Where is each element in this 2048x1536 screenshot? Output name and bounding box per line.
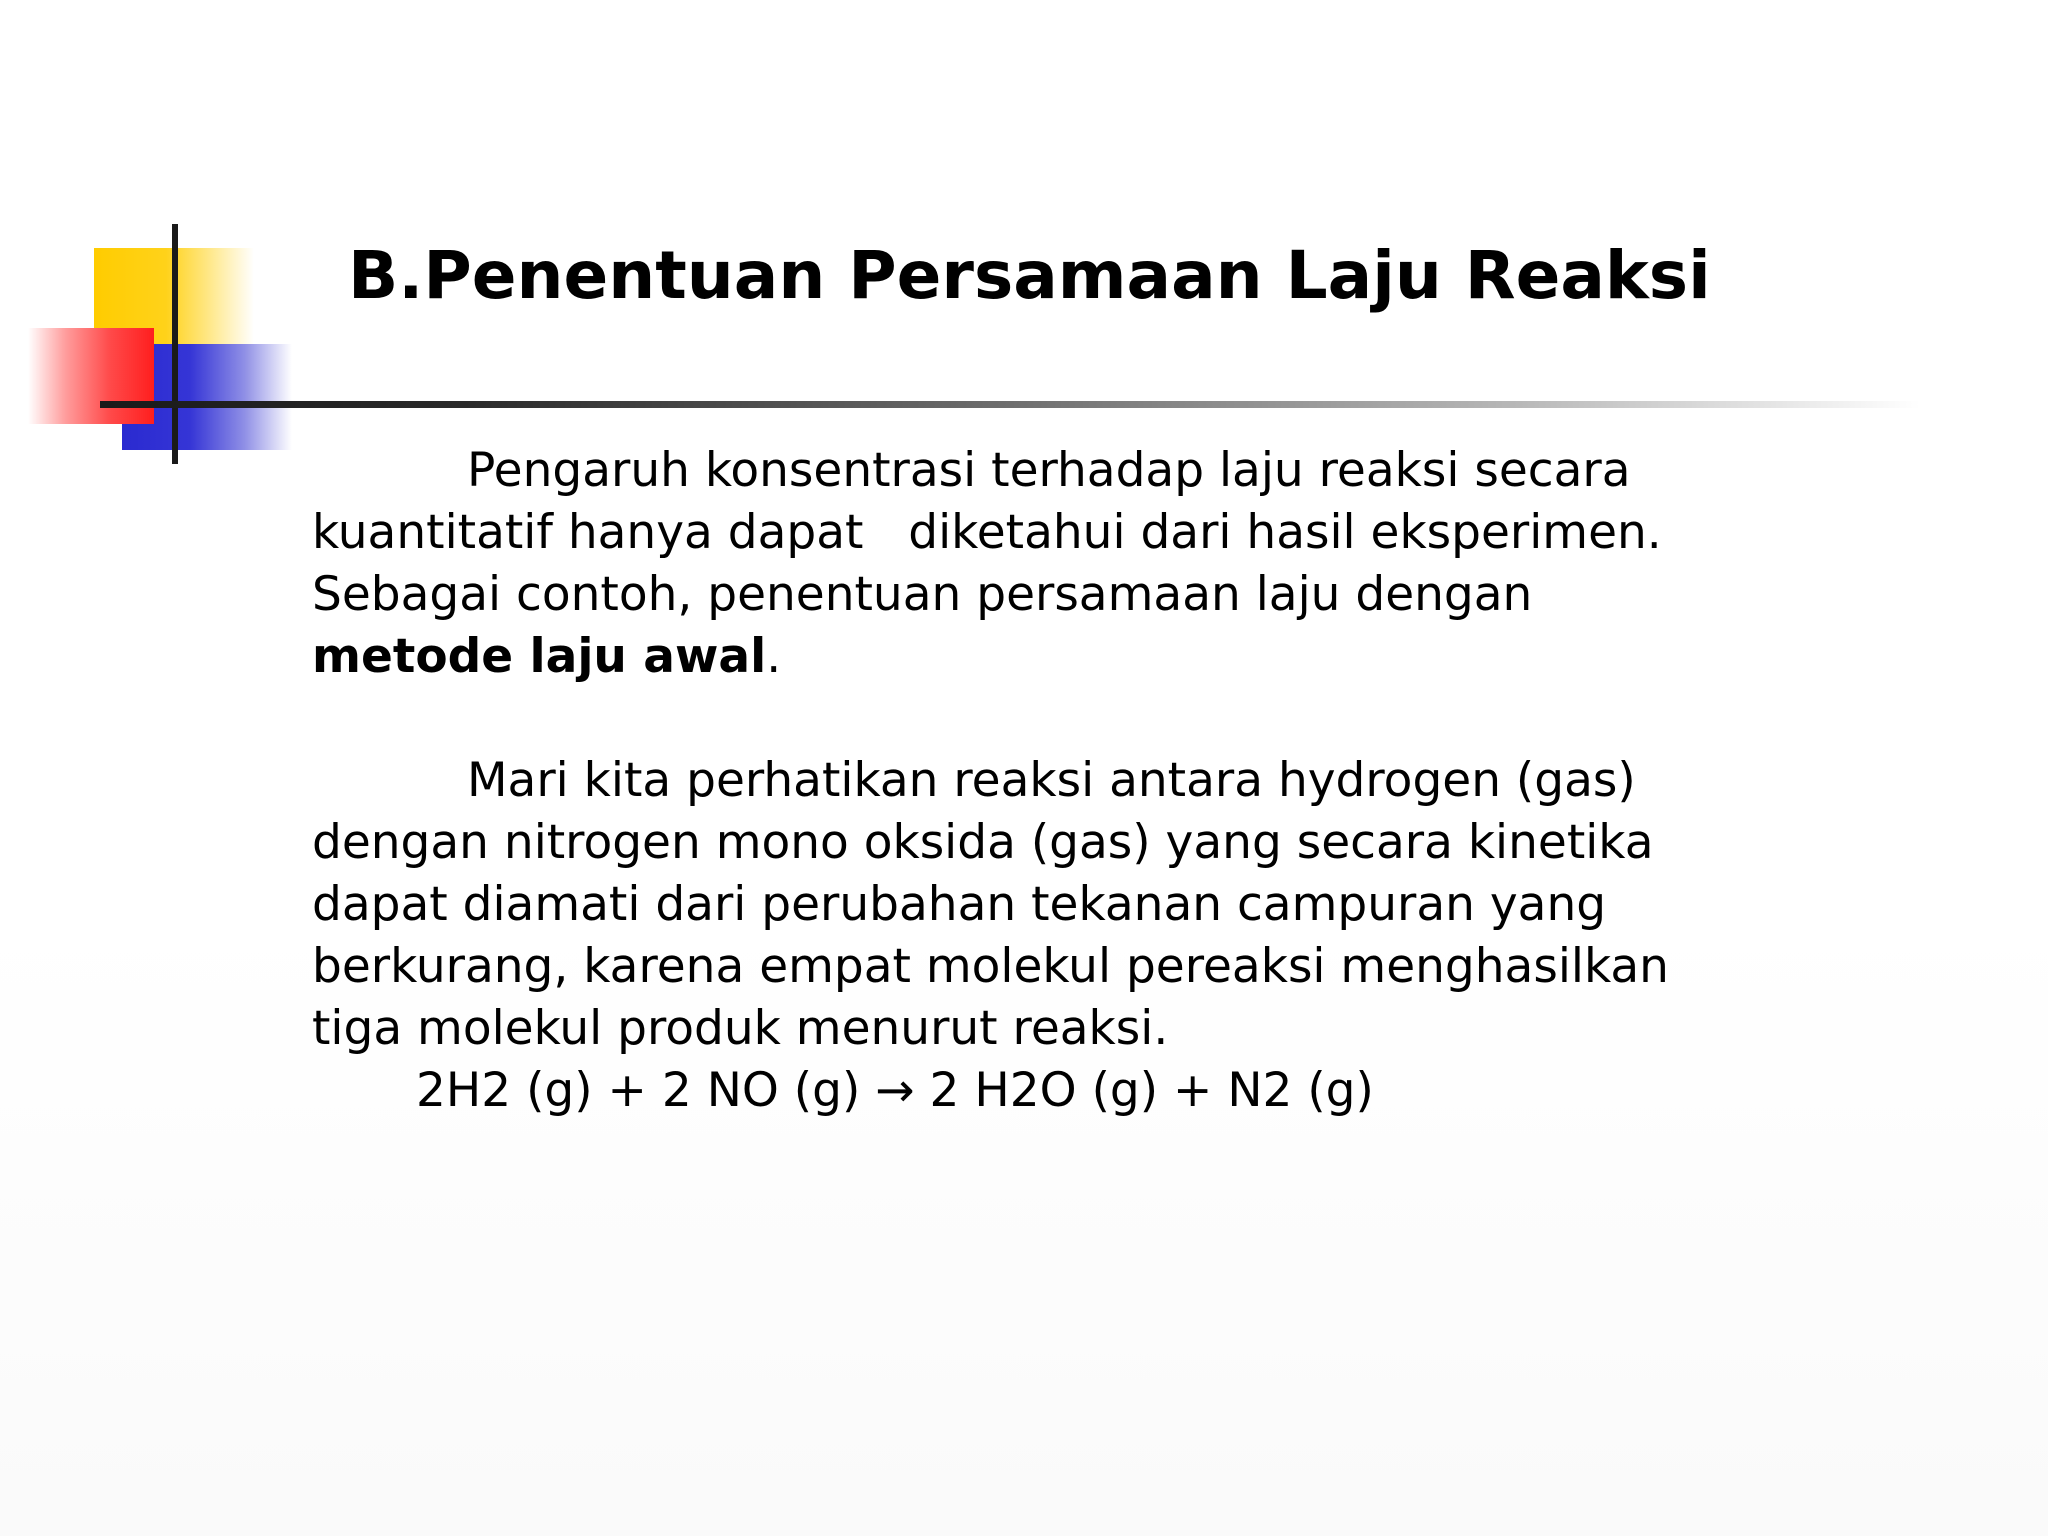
paragraph-2-line-3: dapat diamati dari perubahan tekanan campuran yang <box>312 877 1607 932</box>
red-square <box>28 328 154 424</box>
paragraph-2-line-5: tiga molekul produk menurut reaksi. <box>312 1001 1169 1056</box>
paragraph-1-line-4 <box>312 626 1872 688</box>
paragraph-1-line-3: Sebagai contoh, penentuan persamaan laju dengan <box>312 567 1533 622</box>
paragraph-1-line-1: Pengaruh konsentrasi terhadap laju reaksi secara <box>467 443 1631 498</box>
paragraph-2-line-1: Mari kita perhatikan reaksi antara hydrogen (gas) <box>467 753 1636 808</box>
paragraph-2 <box>312 750 1872 1060</box>
slide-body <box>312 440 1872 1122</box>
paragraph-2-line-4: berkurang, karena empat molekul pereaksi menghasilkan <box>312 939 1669 994</box>
vertical-rule <box>172 224 178 464</box>
paragraph-1 <box>312 440 1872 688</box>
reaction-equation: 2H2 (g) + 2 NO (g) → 2 H2O (g) + N2 (g) <box>416 1063 1374 1118</box>
slide-title: B.Penentuan Persamaan Laju Reaksi <box>348 237 1711 314</box>
horizontal-rule <box>100 401 1920 408</box>
paragraph-gap <box>312 688 1872 750</box>
sentence-end: . <box>766 629 782 684</box>
bold-term: metode laju awal <box>312 629 767 684</box>
paragraph-2-line-2: dengan nitrogen mono oksida (gas) yang secara kinetika <box>312 815 1654 870</box>
paragraph-1-line-2: kuantitatif hanya dapat diketahui dari hasil eksperimen. <box>312 505 1662 560</box>
